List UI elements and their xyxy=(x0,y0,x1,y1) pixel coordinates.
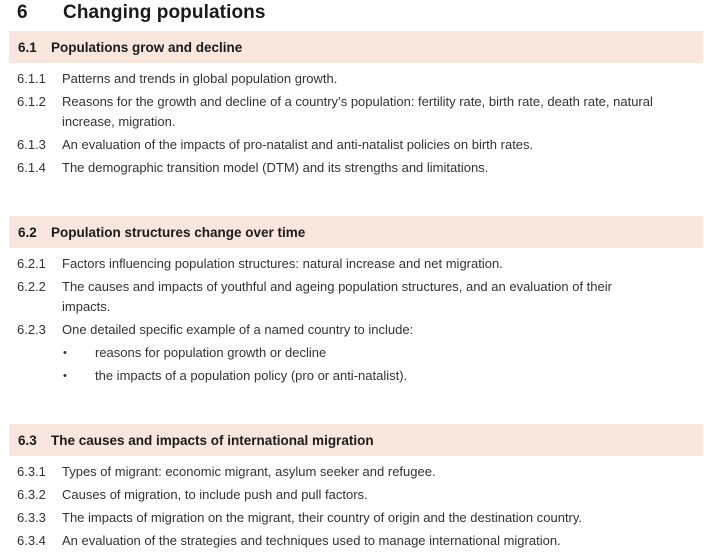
item-number: 6.2.1 xyxy=(17,256,46,271)
item-number: 6.2.3 xyxy=(17,322,46,337)
section-header xyxy=(9,31,703,63)
list-item xyxy=(0,508,721,528)
item-text: An evaluation of the impacts of pro-natalist and anti-natalist policies on birth rates. xyxy=(62,137,534,152)
item-number: 6.1.1 xyxy=(17,71,46,86)
bullet-text: the impacts of a population policy (pro or anti-natalist). xyxy=(95,368,408,383)
item-number: 6.3.3 xyxy=(17,510,46,525)
section-header xyxy=(9,216,703,248)
item-list xyxy=(0,254,721,386)
item-text: Factors influencing population structures: natural increase and net migration. xyxy=(62,256,503,271)
list-item xyxy=(0,254,721,274)
item-text: Patterns and trends in global population growth. xyxy=(62,71,338,86)
list-item xyxy=(0,69,721,89)
item-text: Reasons for the growth and decline of a country’s population: fertility rate, birth rate, death rate, natural increase, migration. xyxy=(62,94,653,129)
item-number: 6.1.3 xyxy=(17,137,46,152)
section-number: 6.2 xyxy=(18,224,37,240)
item-number: 6.1.4 xyxy=(17,160,46,175)
item-text: The impacts of migration on the migrant, their country of origin and the destination country. xyxy=(62,510,583,525)
section-title: The causes and impacts of international migration xyxy=(51,432,374,448)
item-number: 6.1.2 xyxy=(17,94,46,109)
chapter-title: Changing populations xyxy=(63,2,266,23)
item-list xyxy=(0,69,721,178)
item-text: An evaluation of the strategies and techniques used to manage international migration. xyxy=(62,533,561,548)
bullet-icon: • xyxy=(63,370,67,382)
section-6-1 xyxy=(0,31,721,181)
list-item xyxy=(0,92,721,132)
section-title: Population structures change over time xyxy=(51,224,306,240)
chapter-number: 6 xyxy=(17,2,28,23)
page-title xyxy=(17,2,266,24)
item-text: Causes of migration, to include push and pull factors. xyxy=(62,487,368,502)
bullet-item xyxy=(0,366,721,386)
item-number: 6.2.2 xyxy=(17,279,46,294)
item-text: The demographic transition model (DTM) and its strengths and limitations. xyxy=(62,160,489,175)
list-item xyxy=(0,320,721,340)
list-item xyxy=(0,531,721,551)
list-item xyxy=(0,158,721,178)
section-6-2 xyxy=(0,216,721,389)
section-number: 6.3 xyxy=(18,432,37,448)
item-text: The causes and impacts of youthful and ageing population structures, and an evaluation of their impacts. xyxy=(62,279,612,314)
section-title: Populations grow and decline xyxy=(51,39,243,55)
section-6-3 xyxy=(0,424,721,554)
item-text: One detailed specific example of a named country to include: xyxy=(62,322,414,337)
item-list xyxy=(0,462,721,551)
bullet-item xyxy=(0,343,721,363)
section-number: 6.1 xyxy=(18,39,37,55)
list-item xyxy=(0,135,721,155)
item-number: 6.3.1 xyxy=(17,464,46,479)
item-number: 6.3.2 xyxy=(17,487,46,502)
bullet-text: reasons for population growth or decline xyxy=(95,345,327,360)
item-number: 6.3.4 xyxy=(17,533,46,548)
item-text: Types of migrant: economic migrant, asylum seeker and refugee. xyxy=(62,464,436,479)
list-item xyxy=(0,462,721,482)
bullet-icon: • xyxy=(63,347,67,359)
list-item xyxy=(0,277,721,317)
section-header xyxy=(9,424,703,456)
list-item xyxy=(0,485,721,505)
